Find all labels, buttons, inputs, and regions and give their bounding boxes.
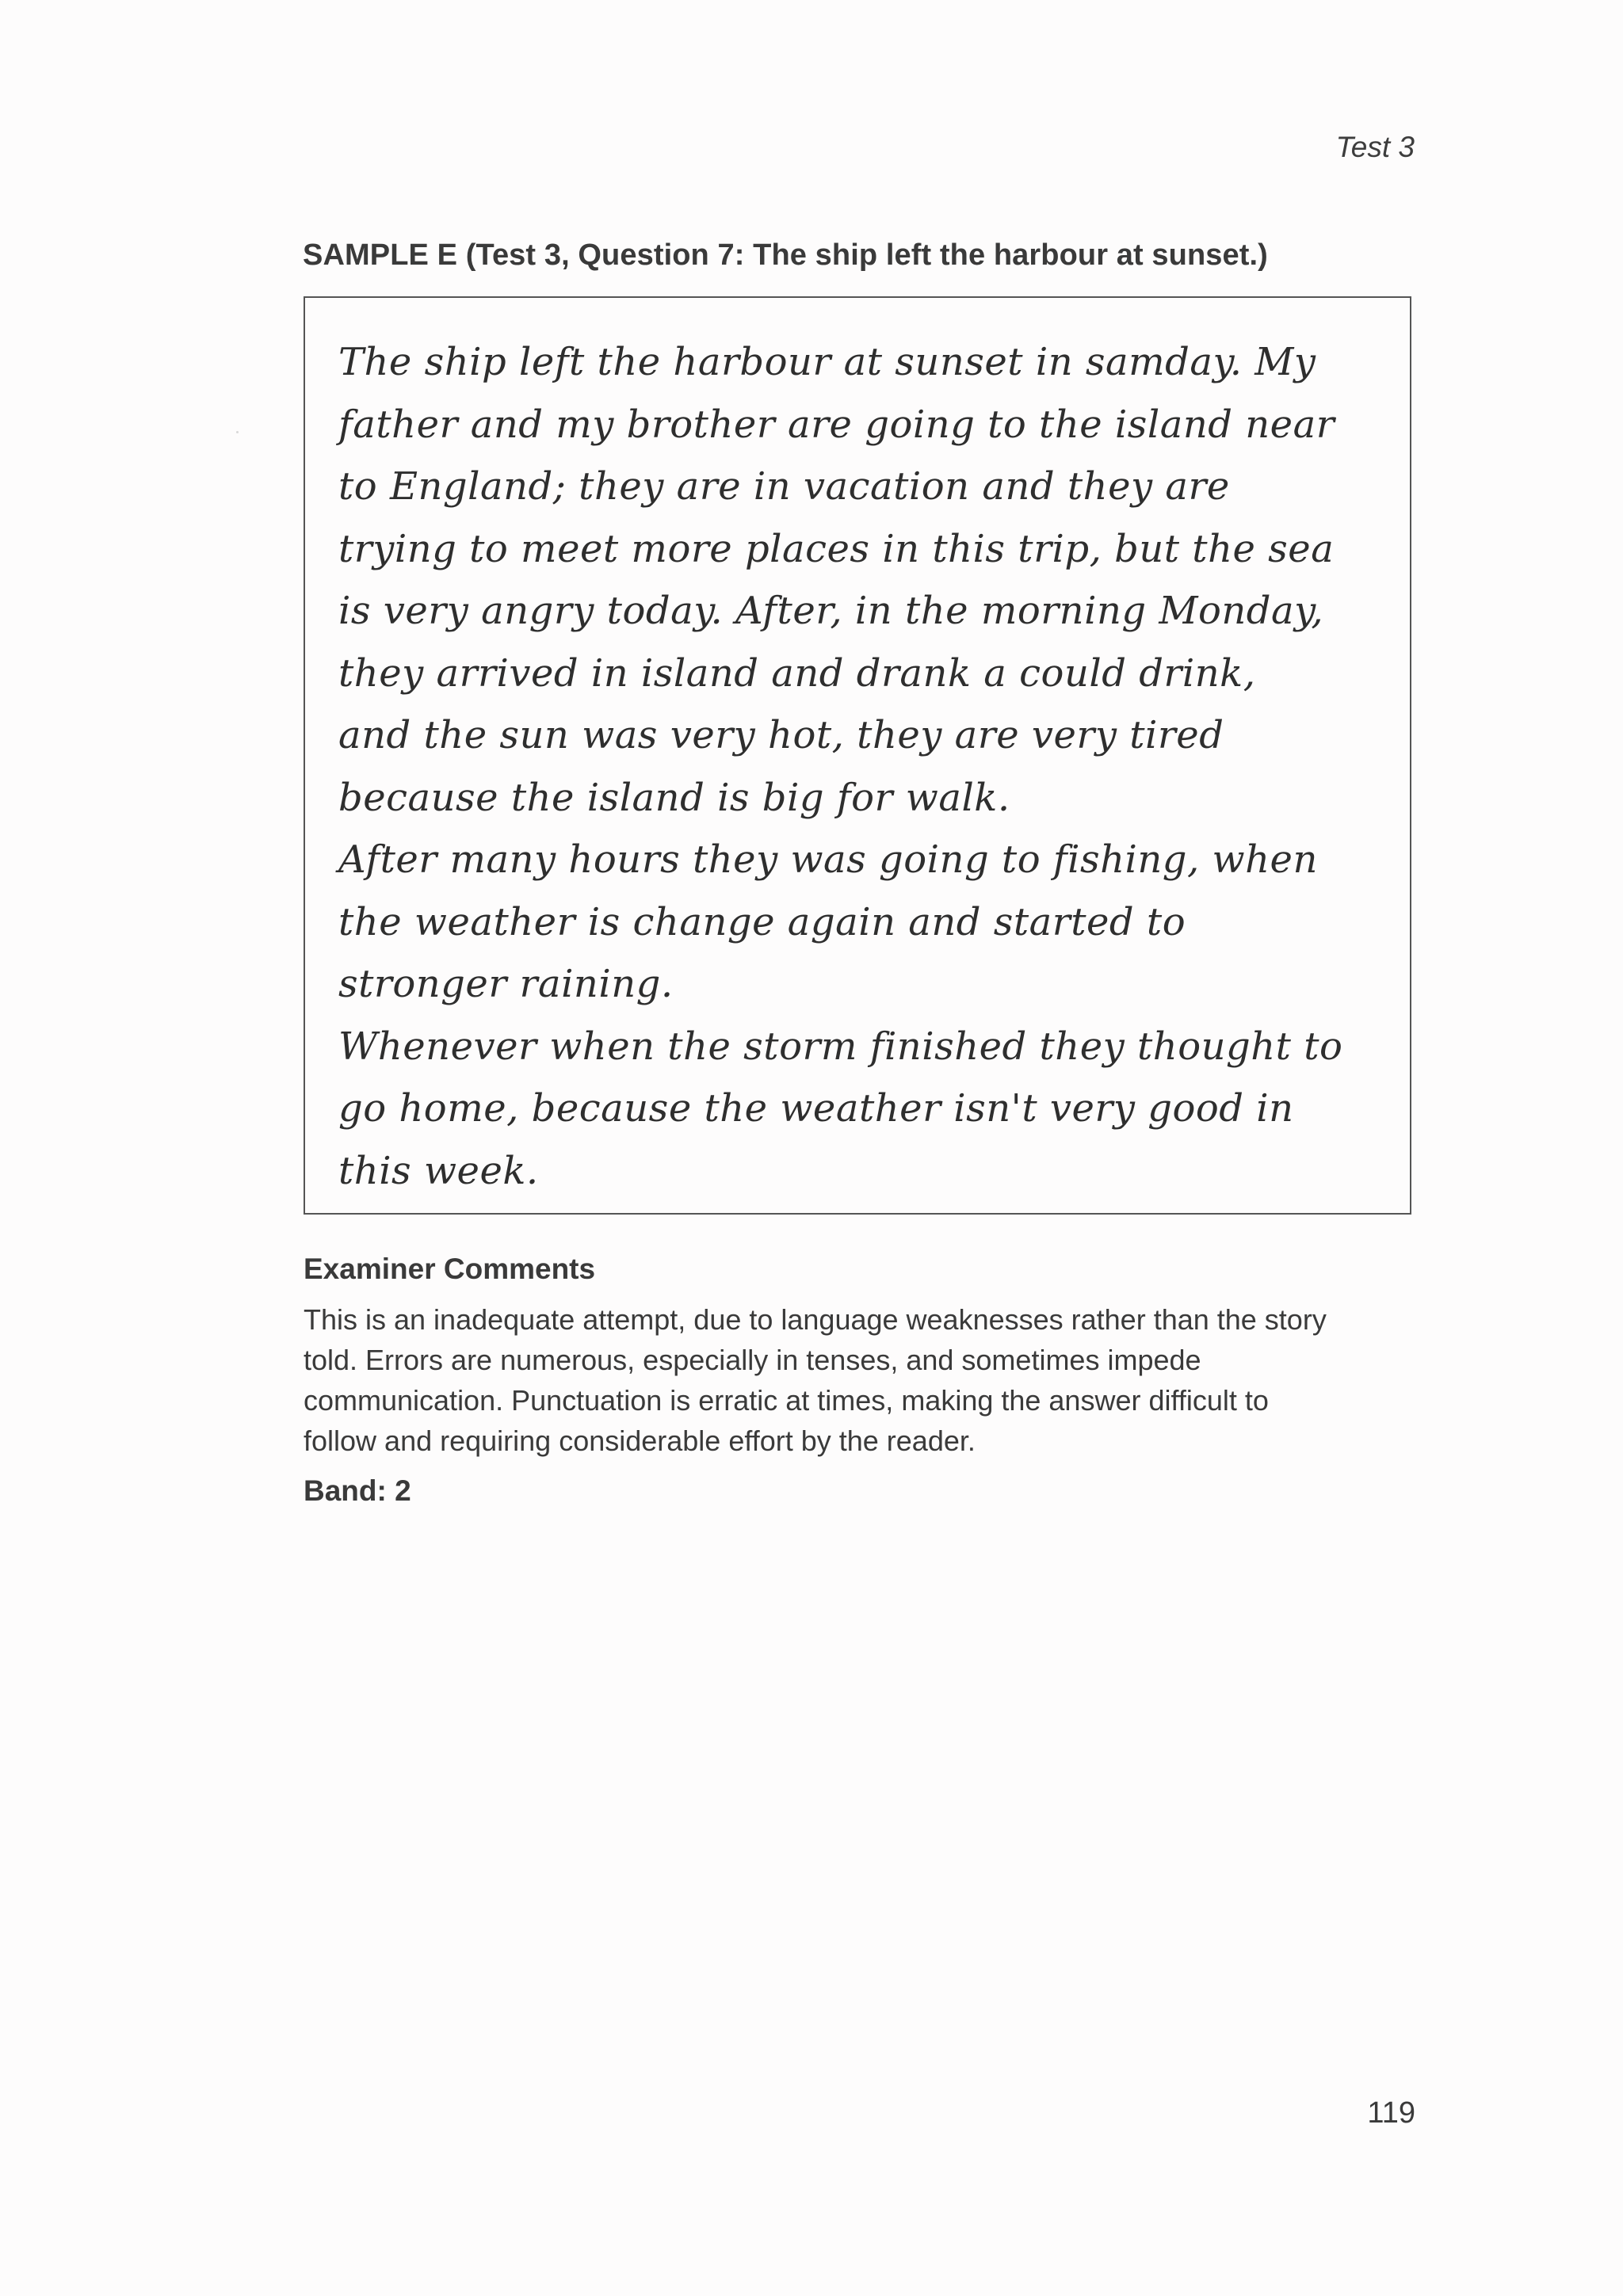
handwritten-line: and the sun was very hot, they are very tired <box>338 713 1224 757</box>
handwritten-line: Whenever when the storm finished they thought to <box>338 1024 1343 1069</box>
page-number: 119 <box>1367 2096 1415 2130</box>
handwritten-line: because the island is big for walk. <box>338 775 1010 820</box>
handwritten-line: go home, because the weather isn't very good in <box>338 1086 1294 1131</box>
handwritten-line: trying to meet more places in this trip, but the sea <box>338 526 1335 571</box>
handwritten-line: the weather is change again and started to <box>338 899 1186 944</box>
handwritten-line: they arrived in island and drank a could drink, <box>338 650 1256 696</box>
handwritten-answer-box <box>304 296 1411 1215</box>
comment-line: communication. Punctuation is erratic at times, making the answer difficult to <box>304 1384 1269 1417</box>
handwritten-line: After many hours they was going to fishing, when <box>338 837 1318 882</box>
handwritten-line: stronger raining. <box>338 962 674 1006</box>
comment-line: This is an inadequate attempt, due to language weaknesses rather than the story <box>304 1303 1327 1336</box>
handwritten-answer <box>338 331 1386 1202</box>
comment-line: follow and requiring considerable effort by the reader. <box>304 1425 976 1457</box>
margin-speck <box>236 431 239 433</box>
examiner-comments-text <box>304 1299 1413 1461</box>
handwritten-line: is very angry today. After, in the morning Monday, <box>338 589 1324 633</box>
sample-heading: SAMPLE E (Test 3, Question 7: The ship left the harbour at sunset.) <box>303 238 1268 272</box>
comment-line: told. Errors are numerous, especially in tenses, and sometimes impede <box>304 1344 1201 1376</box>
handwritten-line: this week. <box>338 1148 539 1193</box>
handwritten-line: to England; they are in vacation and they are <box>338 464 1230 509</box>
handwritten-line: father and my brother are going to the island near <box>338 402 1335 447</box>
running-header: Test 3 <box>1335 131 1415 163</box>
band-score: Band: 2 <box>304 1474 411 1507</box>
examiner-comments-heading: Examiner Comments <box>304 1253 596 1285</box>
handwritten-line: The ship left the harbour at sunset in samday. My <box>338 340 1316 384</box>
